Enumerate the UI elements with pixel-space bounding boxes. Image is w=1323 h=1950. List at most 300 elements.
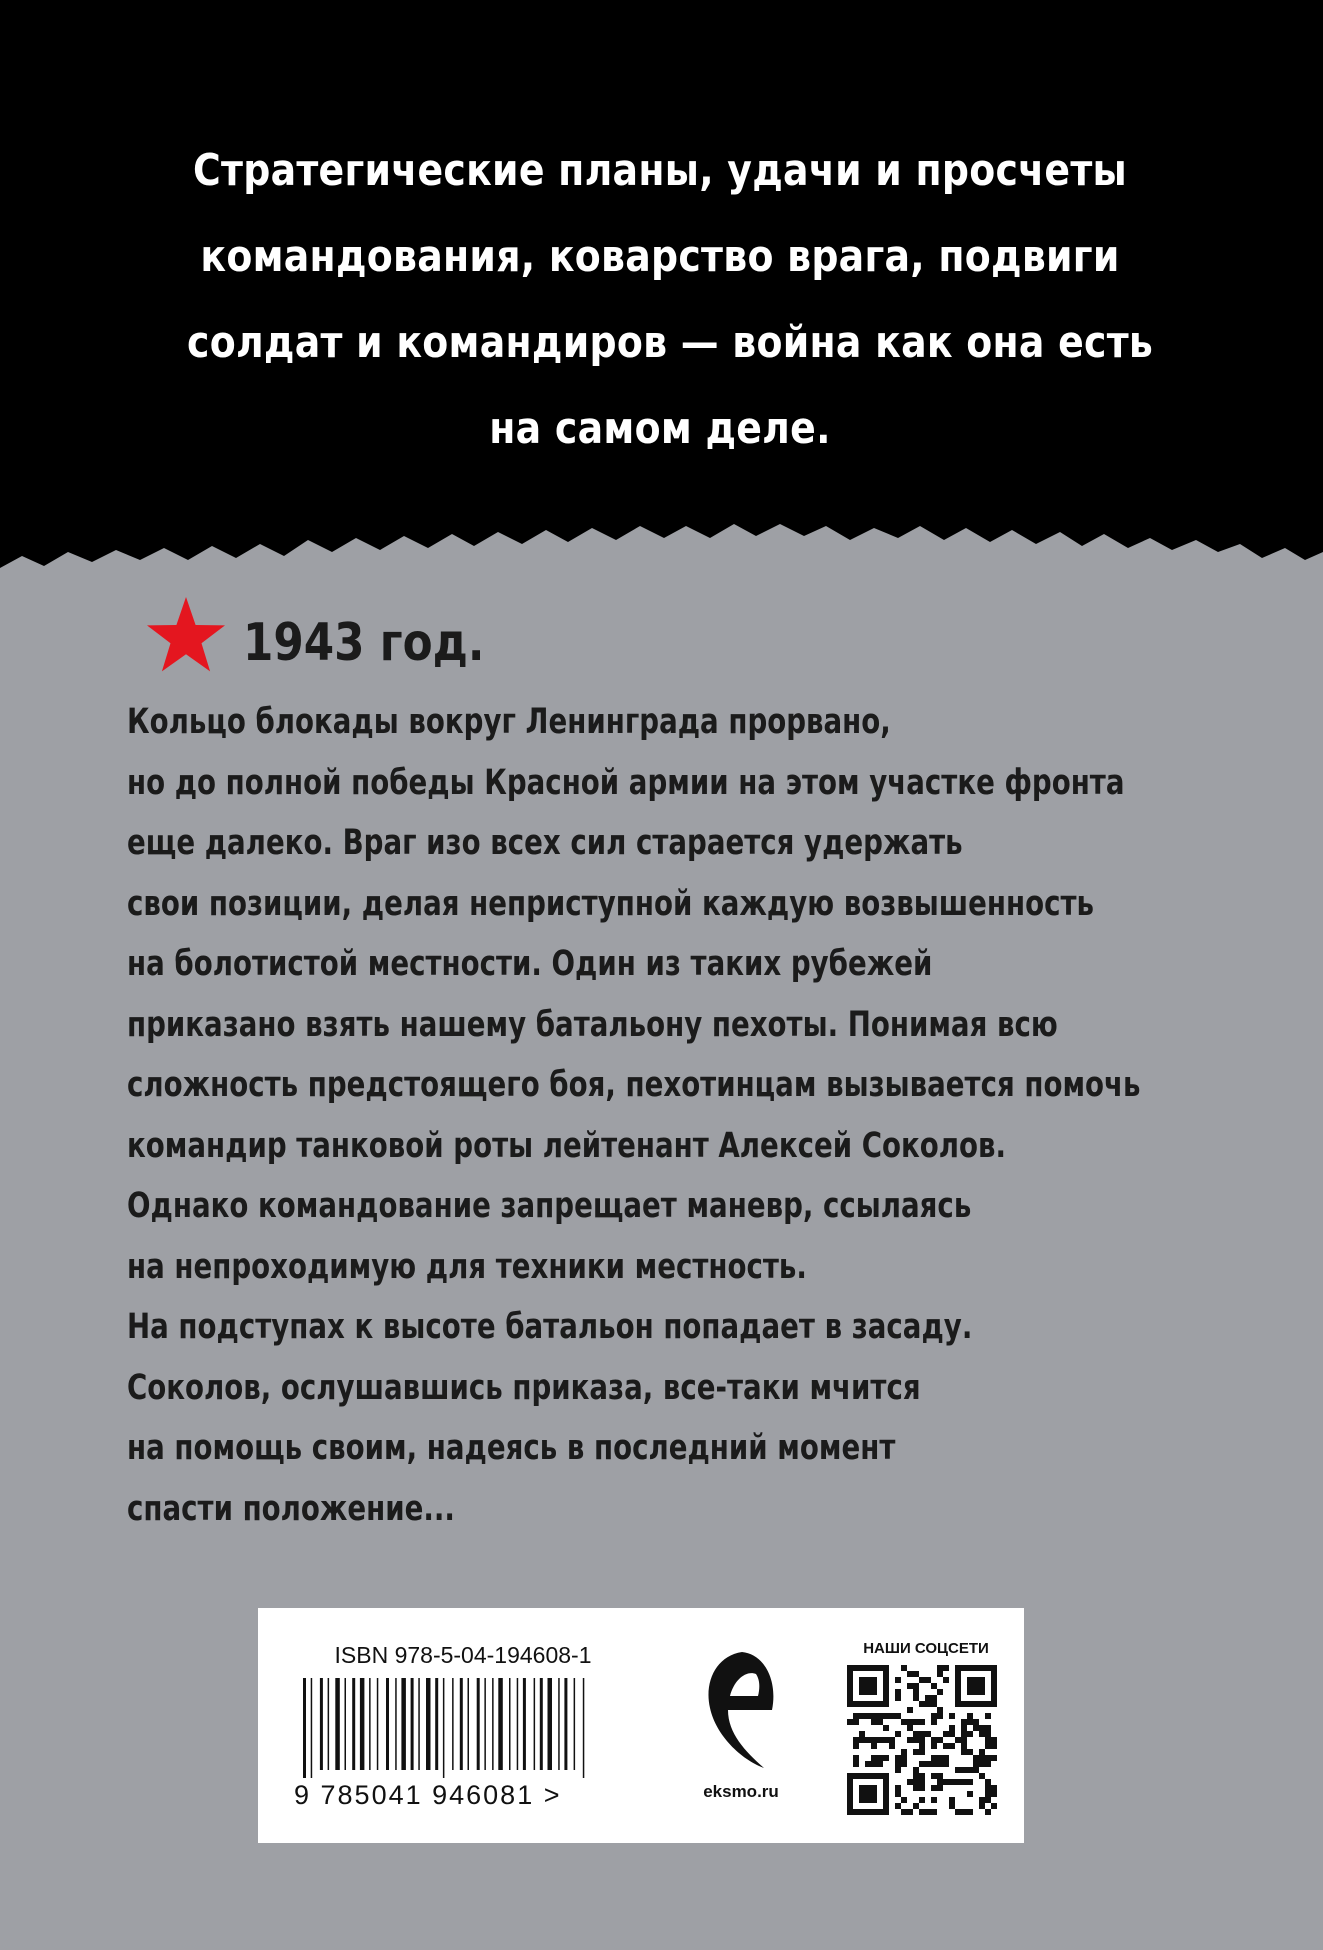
- qr-module: [847, 1779, 853, 1785]
- qr-module: [865, 1761, 871, 1767]
- qr-module: [967, 1665, 973, 1671]
- qr-module: [853, 1719, 859, 1725]
- qr-module: [895, 1731, 901, 1737]
- qr-module: [847, 1665, 853, 1671]
- barcode-bar: [303, 1678, 306, 1778]
- qr-module: [913, 1689, 919, 1695]
- qr-module: [967, 1719, 973, 1725]
- qr-module: [967, 1689, 973, 1695]
- qr-module: [883, 1683, 889, 1689]
- qr-module: [847, 1719, 853, 1725]
- qr-module: [973, 1677, 979, 1683]
- qr-module: [853, 1743, 859, 1749]
- barcode-bar: [335, 1678, 340, 1770]
- qr-module: [907, 1719, 913, 1725]
- qr-module: [913, 1773, 919, 1779]
- qr-module: [955, 1677, 961, 1683]
- qr-module: [937, 1689, 943, 1695]
- qr-module: [871, 1761, 877, 1767]
- qr-module: [901, 1719, 907, 1725]
- qr-module: [985, 1755, 991, 1761]
- qr-module: [991, 1743, 997, 1749]
- qr-module: [895, 1791, 901, 1797]
- qr-module: [955, 1701, 961, 1707]
- barcode-bar: [583, 1678, 585, 1778]
- qr-module: [871, 1797, 877, 1803]
- qr-module: [985, 1779, 991, 1785]
- qr-module: [865, 1701, 871, 1707]
- qr-module: [919, 1719, 925, 1725]
- qr-module: [967, 1767, 973, 1773]
- qr-module: [913, 1683, 919, 1689]
- qr-module: [949, 1779, 955, 1785]
- qr-module: [847, 1773, 853, 1779]
- qr-module: [949, 1725, 955, 1731]
- qr-module: [919, 1677, 925, 1683]
- description-line: еще далеко. Враг изо всех сил старается удержать: [127, 823, 963, 863]
- qr-module: [949, 1731, 955, 1737]
- qr-module: [865, 1677, 871, 1683]
- qr-module: [973, 1725, 979, 1731]
- qr-module: [919, 1761, 925, 1767]
- qr-module: [895, 1695, 901, 1701]
- qr-module: [895, 1677, 901, 1683]
- qr-module: [847, 1695, 853, 1701]
- qr-module: [859, 1713, 865, 1719]
- qr-module: [991, 1671, 997, 1677]
- qr-module: [943, 1677, 949, 1683]
- qr-module: [943, 1665, 949, 1671]
- qr-module: [859, 1785, 865, 1791]
- isbn-text: ISBN 978-5-04-194608-1: [334, 1642, 592, 1668]
- qr-module: [937, 1707, 943, 1713]
- qr-module: [949, 1713, 955, 1719]
- qr-module: [967, 1683, 973, 1689]
- qr-module: [859, 1797, 865, 1803]
- qr-module: [925, 1701, 931, 1707]
- qr-module: [973, 1683, 979, 1689]
- qr-module: [871, 1809, 877, 1815]
- qr-module: [925, 1731, 931, 1737]
- barcode-bar: [426, 1678, 431, 1770]
- qr-module: [955, 1665, 961, 1671]
- qr-module: [871, 1791, 877, 1797]
- qr-module: [877, 1713, 883, 1719]
- qr-module: [847, 1797, 853, 1803]
- qr-module: [913, 1671, 919, 1677]
- qr-module: [865, 1809, 871, 1815]
- qr-module: [931, 1719, 937, 1725]
- qr-module: [919, 1779, 925, 1785]
- qr-module: [883, 1755, 889, 1761]
- qr-module: [913, 1737, 919, 1743]
- qr-module: [979, 1701, 985, 1707]
- qr-module: [847, 1803, 853, 1809]
- qr-module: [931, 1797, 937, 1803]
- qr-code: [847, 1665, 997, 1815]
- qr-module: [961, 1743, 967, 1749]
- qr-module: [871, 1755, 877, 1761]
- qr-module: [883, 1695, 889, 1701]
- qr-module: [961, 1701, 967, 1707]
- qr-module: [931, 1683, 937, 1689]
- qr-module: [967, 1701, 973, 1707]
- barcode-bar: [564, 1678, 567, 1770]
- qr-module: [871, 1683, 877, 1689]
- qr-module: [985, 1809, 991, 1815]
- qr-module: [967, 1677, 973, 1683]
- qr-module: [913, 1731, 919, 1737]
- qr-module: [919, 1749, 925, 1755]
- qr-module: [919, 1809, 925, 1815]
- qr-module: [871, 1689, 877, 1695]
- qr-module: [955, 1695, 961, 1701]
- qr-module: [865, 1683, 871, 1689]
- qr-module: [991, 1785, 997, 1791]
- barcode: [303, 1678, 593, 1778]
- qr-module: [955, 1737, 961, 1743]
- qr-module: [859, 1737, 865, 1743]
- qr-module: [883, 1677, 889, 1683]
- barcode-bar: [534, 1678, 536, 1770]
- barcode-bar: [523, 1678, 526, 1770]
- qr-module: [907, 1725, 913, 1731]
- qr-module: [967, 1749, 973, 1755]
- qr-module: [889, 1743, 895, 1749]
- qr-module: [955, 1809, 961, 1815]
- qr-module: [991, 1695, 997, 1701]
- qr-module: [847, 1677, 853, 1683]
- qr-module: [883, 1785, 889, 1791]
- qr-module: [913, 1749, 919, 1755]
- eksmo-logo-icon: [698, 1644, 788, 1774]
- barcode-bar: [320, 1678, 323, 1770]
- qr-module: [901, 1755, 907, 1761]
- barcode-bar: [548, 1678, 553, 1770]
- qr-module: [961, 1665, 967, 1671]
- qr-module: [955, 1767, 961, 1773]
- qr-module: [979, 1797, 985, 1803]
- qr-module: [853, 1665, 859, 1671]
- qr-module: [883, 1797, 889, 1803]
- qr-module: [979, 1749, 985, 1755]
- barcode-bar: [386, 1678, 389, 1770]
- barcode-bar: [395, 1678, 397, 1770]
- qr-module: [991, 1701, 997, 1707]
- qr-module: [871, 1737, 877, 1743]
- qr-module: [919, 1731, 925, 1737]
- qr-module: [973, 1701, 979, 1707]
- qr-module: [853, 1761, 859, 1767]
- qr-module: [919, 1773, 925, 1779]
- qr-module: [931, 1713, 937, 1719]
- qr-module: [967, 1731, 973, 1737]
- qr-module: [979, 1731, 985, 1737]
- qr-module: [895, 1755, 901, 1761]
- qr-module: [847, 1701, 853, 1707]
- barcode-bar: [540, 1678, 543, 1770]
- qr-module: [985, 1713, 991, 1719]
- qr-module: [871, 1665, 877, 1671]
- description-line: Однако командование запрещает маневр, ссылаясь: [127, 1186, 972, 1226]
- qr-module: [925, 1761, 931, 1767]
- qr-module: [973, 1689, 979, 1695]
- qr-module: [931, 1773, 937, 1779]
- qr-module: [967, 1809, 973, 1815]
- qr-module: [967, 1791, 973, 1797]
- qr-module: [883, 1665, 889, 1671]
- qr-module: [865, 1689, 871, 1695]
- description-line: Кольцо блокады вокруг Ленинграда прорвано,: [127, 702, 891, 742]
- qr-module: [943, 1755, 949, 1761]
- barcode-bar: [558, 1678, 560, 1770]
- qr-module: [859, 1677, 865, 1683]
- barcode-bar: [509, 1678, 511, 1770]
- qr-module: [919, 1737, 925, 1743]
- qr-module: [907, 1671, 913, 1677]
- social-label: НАШИ СОЦСЕТИ: [863, 1640, 989, 1657]
- qr-module: [985, 1785, 991, 1791]
- qr-module: [865, 1713, 871, 1719]
- qr-module: [943, 1743, 949, 1749]
- qr-module: [919, 1701, 925, 1707]
- qr-module: [865, 1785, 871, 1791]
- qr-module: [913, 1779, 919, 1785]
- qr-module: [931, 1755, 937, 1761]
- barcode-bar: [328, 1678, 330, 1770]
- qr-module: [883, 1713, 889, 1719]
- qr-module: [937, 1779, 943, 1785]
- qr-module: [991, 1677, 997, 1683]
- qr-module: [979, 1677, 985, 1683]
- qr-module: [979, 1755, 985, 1761]
- qr-module: [979, 1761, 985, 1767]
- barcode-bar: [345, 1678, 347, 1770]
- barcode-digits: 9 785041 946081 >: [294, 1780, 562, 1810]
- tagline-line: солдат и командиров — война как она есть: [187, 317, 1154, 368]
- qr-module: [907, 1779, 913, 1785]
- qr-module: [961, 1749, 967, 1755]
- qr-module: [925, 1695, 931, 1701]
- description-line: приказано взять нашему батальону пехоты. Понимая всю: [127, 1004, 1058, 1045]
- isbn-info-box: [258, 1608, 1024, 1843]
- tagline-line: на самом деле.: [489, 403, 831, 454]
- qr-module: [979, 1683, 985, 1689]
- description-line: командир танковой роты лейтенант Алексей Соколов.: [127, 1125, 1007, 1166]
- qr-module: [955, 1689, 961, 1695]
- qr-module: [847, 1683, 853, 1689]
- qr-module: [883, 1779, 889, 1785]
- qr-module: [859, 1773, 865, 1779]
- qr-module: [973, 1761, 979, 1767]
- barcode-bar: [435, 1678, 438, 1770]
- description-line: на болотистой местности. Один из таких рубежей: [127, 944, 933, 984]
- barcode-bar: [401, 1678, 406, 1770]
- qr-module: [847, 1671, 853, 1677]
- tagline-line: Стратегические планы, удачи и просчеты: [193, 145, 1127, 196]
- qr-module: [901, 1797, 907, 1803]
- qr-module: [883, 1701, 889, 1707]
- qr-module: [961, 1809, 967, 1815]
- qr-module: [985, 1761, 991, 1767]
- qr-module: [943, 1761, 949, 1767]
- qr-module: [919, 1743, 925, 1749]
- qr-module: [883, 1773, 889, 1779]
- qr-module: [991, 1791, 997, 1797]
- qr-module: [991, 1755, 997, 1761]
- qr-module: [883, 1671, 889, 1677]
- qr-module: [907, 1683, 913, 1689]
- qr-module: [907, 1737, 913, 1743]
- qr-module: [877, 1755, 883, 1761]
- qr-module: [913, 1695, 919, 1701]
- qr-module: [985, 1791, 991, 1797]
- qr-module: [979, 1725, 985, 1731]
- barcode-bar: [360, 1678, 365, 1770]
- publisher-url: eksmo.ru: [703, 1782, 779, 1801]
- description-line: на непроходимую для техники местность.: [127, 1246, 807, 1287]
- qr-module: [985, 1701, 991, 1707]
- qr-module: [865, 1797, 871, 1803]
- barcode-bar: [452, 1678, 454, 1770]
- qr-module: [985, 1725, 991, 1731]
- qr-module: [871, 1677, 877, 1683]
- barcode-bar: [377, 1678, 379, 1770]
- qr-module: [991, 1803, 997, 1809]
- top-black-band: [0, 0, 1323, 590]
- qr-module: [859, 1701, 865, 1707]
- qr-module: [895, 1785, 901, 1791]
- barcode-bar: [369, 1678, 371, 1770]
- qr-module: [847, 1791, 853, 1797]
- qr-module: [877, 1665, 883, 1671]
- qr-module: [937, 1665, 943, 1671]
- qr-module: [943, 1731, 949, 1737]
- qr-module: [853, 1755, 859, 1761]
- qr-module: [895, 1689, 901, 1695]
- qr-module: [937, 1671, 943, 1677]
- qr-module: [901, 1809, 907, 1815]
- qr-module: [871, 1743, 877, 1749]
- description: [127, 692, 1141, 1539]
- barcode-bar: [574, 1678, 576, 1770]
- qr-module: [985, 1797, 991, 1803]
- qr-module: [949, 1803, 955, 1809]
- qr-module: [973, 1755, 979, 1761]
- qr-module: [973, 1719, 979, 1725]
- description-line: на помощь своим, надеясь в последний момент: [127, 1428, 896, 1468]
- qr-module: [853, 1713, 859, 1719]
- qr-module: [955, 1683, 961, 1689]
- barcode-bar: [352, 1678, 355, 1770]
- description-line: На подступах к высоте батальон попадает в засаду.: [127, 1307, 973, 1347]
- qr-module: [859, 1809, 865, 1815]
- qr-module: [877, 1773, 883, 1779]
- description-line: но до полной победы Красной армии на этом участке фронта: [127, 762, 1125, 803]
- qr-module: [871, 1773, 877, 1779]
- barcode-bar: [418, 1678, 420, 1770]
- qr-module: [991, 1689, 997, 1695]
- qr-module: [985, 1737, 991, 1743]
- qr-module: [925, 1677, 931, 1683]
- barcode-bar: [517, 1678, 519, 1770]
- qr-module: [859, 1731, 865, 1737]
- qr-module: [913, 1803, 919, 1809]
- tagline-line: командования, коварство врага, подвиги: [200, 231, 1120, 282]
- qr-module: [931, 1701, 937, 1707]
- qr-module: [865, 1773, 871, 1779]
- tagline: [187, 128, 1154, 472]
- qr-module: [907, 1707, 913, 1713]
- barcode-bar: [498, 1678, 503, 1770]
- qr-module: [895, 1761, 901, 1767]
- qr-module: [913, 1719, 919, 1725]
- qr-module: [919, 1797, 925, 1803]
- qr-module: [961, 1779, 967, 1785]
- qr-module: [901, 1665, 907, 1671]
- barcode-bar: [484, 1678, 486, 1770]
- qr-module: [871, 1719, 877, 1725]
- qr-module: [937, 1773, 943, 1779]
- qr-module: [931, 1743, 937, 1749]
- barcode-bar: [477, 1678, 480, 1770]
- qr-module: [979, 1773, 985, 1779]
- qr-module: [853, 1737, 859, 1743]
- qr-module: [859, 1683, 865, 1689]
- qr-module: [901, 1761, 907, 1767]
- qr-module: [871, 1701, 877, 1707]
- barcode-bar: [311, 1678, 313, 1778]
- qr-module: [883, 1689, 889, 1695]
- qr-module: [949, 1797, 955, 1803]
- qr-module: [871, 1713, 877, 1719]
- qr-module: [991, 1737, 997, 1743]
- qr-module: [937, 1785, 943, 1791]
- qr-module: [889, 1737, 895, 1743]
- qr-module: [937, 1755, 943, 1761]
- barcode-bar: [460, 1678, 463, 1770]
- qr-module: [847, 1809, 853, 1815]
- description-line: спасти положение...: [127, 1488, 455, 1529]
- qr-module: [889, 1713, 895, 1719]
- qr-module: [895, 1767, 901, 1773]
- qr-module: [877, 1719, 883, 1725]
- qr-module: [961, 1767, 967, 1773]
- qr-module: [859, 1689, 865, 1695]
- qr-module: [877, 1809, 883, 1815]
- qr-module: [991, 1683, 997, 1689]
- qr-module: [853, 1701, 859, 1707]
- qr-module: [907, 1809, 913, 1815]
- qr-module: [877, 1701, 883, 1707]
- qr-module: [967, 1779, 973, 1785]
- qr-module: [961, 1725, 967, 1731]
- qr-module: [955, 1779, 961, 1785]
- description-line: Соколов, ослушавшись приказа, все-таки мчится: [127, 1367, 921, 1408]
- qr-module: [931, 1761, 937, 1767]
- qr-module: [937, 1761, 943, 1767]
- qr-module: [883, 1791, 889, 1797]
- qr-module: [925, 1809, 931, 1815]
- qr-module: [871, 1785, 877, 1791]
- qr-module: [847, 1785, 853, 1791]
- qr-module: [865, 1665, 871, 1671]
- qr-module: [955, 1671, 961, 1677]
- barcode-bar: [492, 1678, 494, 1770]
- qr-module: [961, 1719, 967, 1725]
- qr-module: [853, 1773, 859, 1779]
- qr-module: [985, 1743, 991, 1749]
